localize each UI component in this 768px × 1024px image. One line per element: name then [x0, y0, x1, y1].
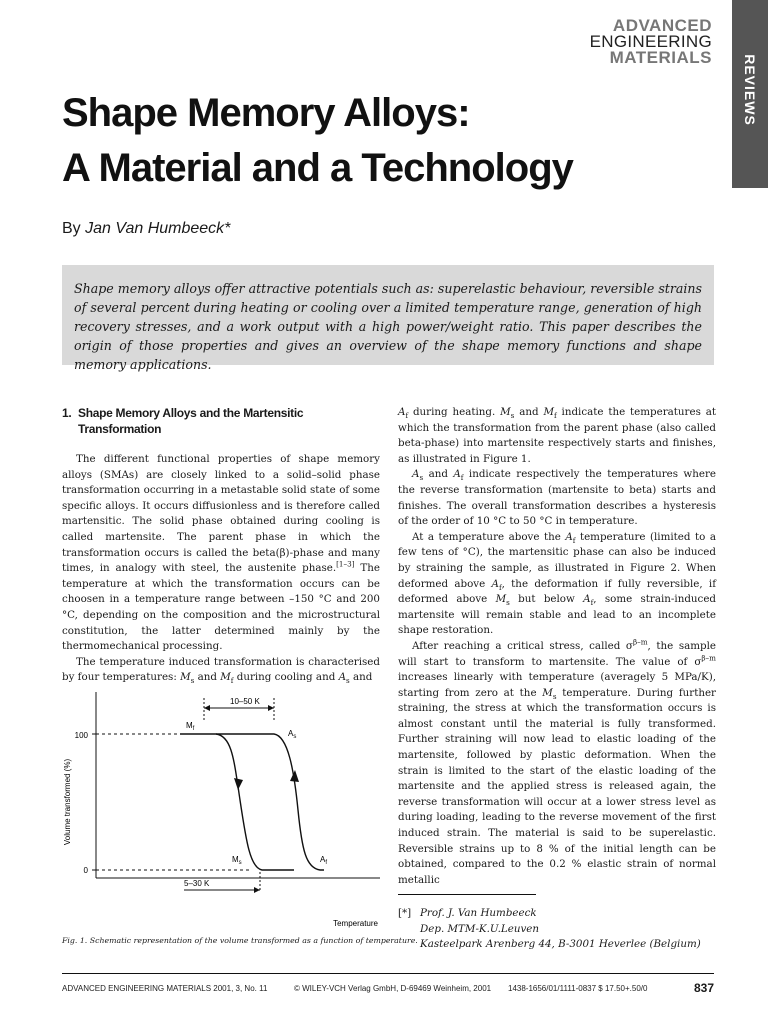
paragraph: The different functional properties of shape memory alloys (SMAs) are closely linked to a solid–solid phase transformation occurring in a metastable solid state of some specific alloys. It occurs diffusionless and is therefore called martensitic. The solid phase obtained during cooling is called martensite. The parent phase in which the transformation occurs is called the beta(β)-phase and many times, in analogy with steel, the austenite phase.[1–3] The temperature at which the transformation occurs can be choosen in a temperature range between –150 °C and 200 °C, depending on the composition and the microstructural constitution, the latter determined mainly by the thermomechanical processing.: [62, 453, 380, 653]
abstract: Shape memory alloys offer attractive potentials such as: superelastic behaviour, reversible strains of several percent during heating or cooling over a limited temperature range, generation of high recovery stresses, and a work output with a high power/weight ratio. This paper describes the origin of those properties and gives an overview of the shape memory functions and shape memory applications.: [62, 265, 714, 365]
footnote-marker: [*]: [398, 907, 412, 919]
right-column-text: [398, 405, 716, 888]
x-axis-label: Temperature: [333, 919, 378, 928]
paragraph: The temperature induced transformation is characterised by four temperatures: $M_s$ and $M_f$ during cooling and $A_s$ and: [62, 655, 380, 686]
footer-issn: 1438-1656/01/1111-0837 $ 17.50+.50/0: [508, 984, 648, 993]
top-range-label: 10–50 K: [230, 697, 260, 706]
paragraph: $A_f$ during heating. $M_s$ and $M_f$ indicate the temperatures at which the transformation from the parent phase (also called beta-phase) into martensite respectively starts and finishes, as illustrated in Figure 1.: [398, 406, 716, 465]
paragraph: At a temperature above the $A_f$ temperature (limited to a few tens of °C), the martensitic phase can also be induced by straining the sample, as illustrated in Figure 2. When deformed above $A_f$, the deformation if fully reversible, if deformed above $M_s$ but below $A_f$, some strain-induced martensite will remain stable and lead to an incomplete shape restoration.: [398, 530, 717, 637]
section-title-line2: Transformation: [78, 422, 162, 436]
footer-rule: [62, 973, 714, 974]
reviews-tab-label: REVIEWS: [742, 54, 758, 126]
y-axis-label: Volume transformed (%): [63, 758, 72, 846]
figure-1: [62, 690, 384, 930]
label-as: $A_s$: [288, 729, 297, 740]
footnote-rule: [398, 894, 536, 895]
arrow-head: [204, 705, 210, 711]
arrow-head: [268, 705, 274, 711]
label-ms: $M_s$: [232, 855, 242, 866]
footnote-department: Dep. MTM-K.U.Leuven: [420, 922, 539, 935]
footer-publisher: © WILEY-VCH Verlag GmbH, D-69469 Weinheim, 2001: [294, 984, 492, 993]
y-tick-label-0: 0: [83, 866, 88, 875]
arrow-head: [254, 887, 260, 893]
y-tick-label-100: 100: [74, 731, 88, 740]
title-line1: Shape Memory Alloys:: [62, 91, 470, 135]
section-number: 1.: [62, 406, 72, 420]
paragraph: $A_s$ and $A_f$ indicate respectively the temperatures where the reverse transformation (martensite to beta) starts and finishes. The overall transformation describes a hysteresis of the order of 10 °C to 50 °C in temperature.: [398, 468, 716, 528]
byline: [62, 220, 230, 238]
footnote: [398, 906, 718, 953]
page-number: 837: [693, 981, 714, 995]
footnote-address: Kasteelpark Arenberg 44, B-3001 Heverlee (Belgium): [420, 938, 701, 951]
section-title-line1: Shape Memory Alloys and the Martensitic: [78, 406, 304, 420]
label-mf: $M_f$: [186, 721, 195, 732]
reviews-tab: [732, 0, 768, 188]
byline-prefix: By: [62, 220, 86, 237]
footer-journal: ADVANCED ENGINEERING MATERIALS 2001, 3, No. 11: [62, 984, 268, 993]
journal-logo: [590, 18, 712, 66]
paragraph: After reaching a critical stress, called $\sigma^{\beta-m}$, the sample will start to transform to martensite. The value of $\sigma^{\beta-m}$ increases linearly with temperature (averagely 5 MPa/K), starting from zero at the $M_s$ temperature. During further straining, the stress at which the transformation occurs is almost constant until the material is fully transformed. Further straining will now lead to elastic loading of the martensite, followed by plastic deformation. When the strain is limited to the start of the elastic loading of the martensite and the applied stress is released again, the reverse transformation will occur at a lower stress level as during loading, leading to the reverse movement of the first induced strain. The material is said to be superelastic. Reversible strains up to 8 % of the initial length can be obtained, compared to the 0.2 % elastic strain of normal metallic: [398, 637, 716, 886]
title-line2: A Material and a Technology: [62, 146, 573, 190]
figure-caption: Fig. 1. Schematic representation of the volume transformed as a function of temperature.: [62, 936, 418, 945]
heating-arrow: [290, 770, 299, 782]
journal-logo-line1: ADVANCED: [612, 16, 712, 35]
author-name: Jan Van Humbeeck*: [85, 220, 231, 237]
label-af: $A_f$: [320, 855, 328, 866]
journal-logo-line2: ENGINEERING: [589, 32, 712, 51]
journal-logo-line3: MATERIALS: [609, 48, 712, 67]
article-title: [62, 86, 573, 196]
bottom-range-label: 5–30 K: [184, 879, 210, 888]
footnote-author: Prof. J. Van Humbeeck: [420, 907, 537, 919]
left-column-text: [62, 452, 380, 686]
section-heading: [62, 405, 380, 437]
cooling-curve: [180, 734, 294, 870]
cooling-arrow: [234, 778, 243, 790]
